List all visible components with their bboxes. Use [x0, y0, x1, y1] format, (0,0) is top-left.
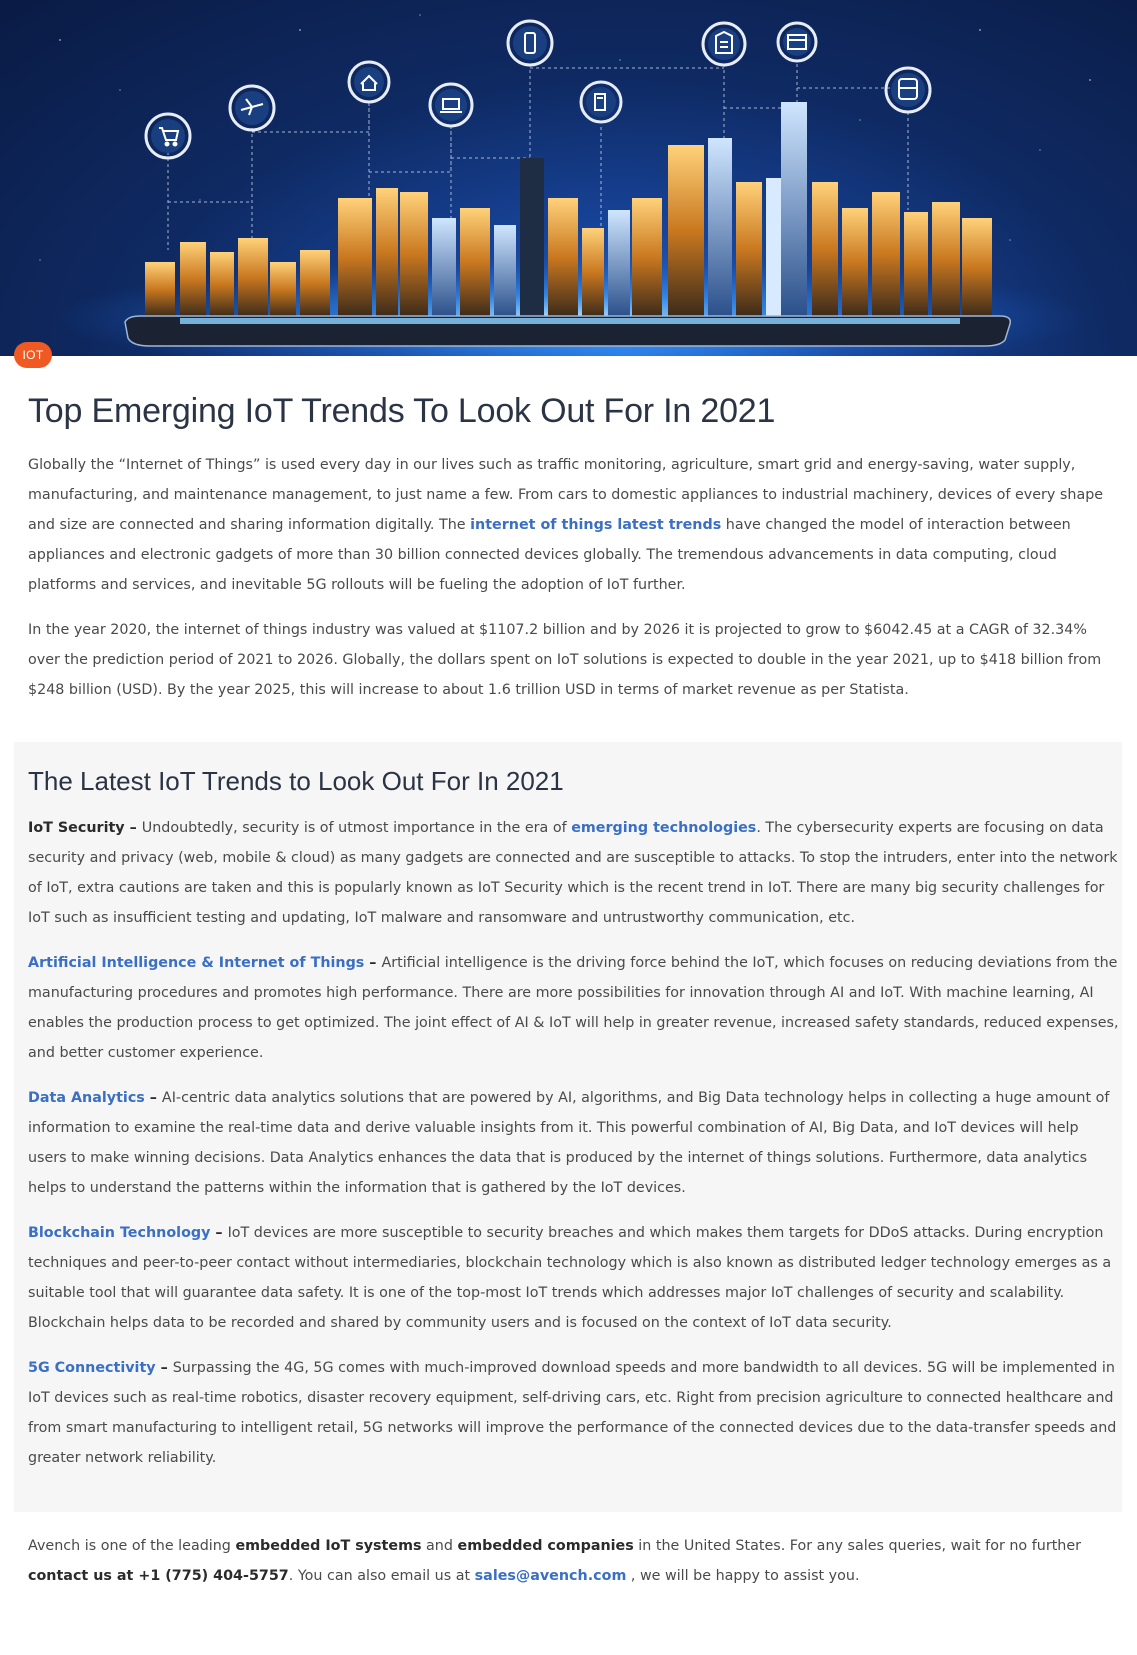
ai-iot-link[interactable]: Artificial Intelligence & Internet of Things [28, 955, 365, 971]
trend-ai-iot: Artificial Intelligence & Internet of Things – Artificial intelligence is the driving force behind the IoT, which focuses on reducing deviations from the manufacturing procedures and promotes high performance. There are more possibilities for innovation through AI and IoT. With machine learning, AI enables the production process to get optimized. The joint effect of AI & IoT will help in greater revenue, increased safety standards, reduced expenses, and better customer experience. [28, 955, 1119, 1061]
intro-paragraph-2: In the year 2020, the internet of things industry was valued at $1107.2 billion and by 2026 it is projected to grow to $6042.45 at a CAGR of 32.34% over the prediction period of 2021 to 2026. Globally, the dollars spent on IoT solutions is expected to double in the year 2021, up to $418 billion from $248 billion (USD). By the year 2025, this will increase to about 1.6 trillion USD in terms of market revenue as per Statista. [28, 622, 1102, 698]
email-link[interactable]: sales@avench.com [474, 1568, 627, 1584]
trend-5g: 5G Connectivity – Surpassing the 4G, 5G comes with much-improved download speeds and more bandwidth to all devices. 5G will be implemented in IoT devices such as real-time robotics, disaster recovery equipment, self-driving cars, etc. Right from precision agriculture to connected healthcare and from smart manufacturing to intelligent retail, 5G networks will improve the performance of the connected devices due to the data-transfer speeds and greater network reliability. [28, 1360, 1117, 1466]
blockchain-link[interactable]: Blockchain Technology [28, 1225, 211, 1241]
data-analytics-link[interactable]: Data Analytics [28, 1090, 145, 1106]
iot-latest-trends-link[interactable]: internet of things latest trends [470, 517, 722, 533]
hero-image [0, 0, 1137, 356]
5g-connectivity-link[interactable]: 5G Connectivity [28, 1360, 156, 1376]
category-badge[interactable]: IOT [14, 342, 52, 368]
trend-blockchain: Blockchain Technology – IoT devices are more susceptible to security breaches and which makes them targets for DDoS attacks. During encryption techniques and peer-to-peer contact without intermediaries, blockchain technology which is also known as distributed ledger technology emerges as a suitable tool that will guarantee data safety. It is one of the top-most IoT trends which addresses major IoT challenges of security and scalability. Blockchain helps data to be recorded and shared by community users and is focused on the context of IoT data security. [28, 1225, 1112, 1331]
contact-paragraph: Avench is one of the leading embedded IoT systems and embedded companies in the United States. For any sales queries, wait for no further contact us at +1 (775) 404-5757. You can also email us at sales@avench.com , we will be happy to assist you. [28, 1538, 1082, 1584]
trend-data-analytics: Data Analytics – AI-centric data analytics solutions that are powered by AI, algorithms, and Big Data technology helps in collecting a huge amount of information to examine the real-time data and derive valuable insights from it. This powerful combination of AI, Big Data, and IoT devices will help users to make winning decisions. Data Analytics enhances the data that is produced by the internet of things solutions. Furthermore, data analytics helps to understand the patterns within the information that is gathered by the IoT devices. [28, 1090, 1110, 1196]
emerging-technologies-link[interactable]: emerging technologies [571, 820, 757, 836]
intro-paragraph-1: Globally the “Internet of Things” is used every day in our lives such as traffic monitoring, agriculture, smart grid and energy-saving, water supply, manufacturing, and maintenance management, to just name a few. From cars to domestic appliances to industrial machinery, devices of every shape and size are connected and sharing information digitally. The internet of things latest trends have changed the model of interaction between appliances and electronic gadgets of more than 30 billion connected devices globally. The tremendous advancements in data computing, cloud platforms and services, and inevitable 5G rollouts will be fueling the adoption of IoT further. [28, 457, 1104, 593]
smart-city-illustration [0, 0, 1137, 356]
trends-heading: The Latest IoT Trends to Look Out For In 2021 [28, 766, 564, 796]
phone-contact[interactable]: contact us at +1 (775) 404-5757 [28, 1568, 289, 1584]
page-title: Top Emerging IoT Trends To Look Out For In 2021 [28, 392, 776, 430]
trend-iot-security: IoT Security – Undoubtedly, security is of utmost importance in the era of emerging technologies. The cybersecurity experts are focusing on data security and privacy (web, mobile & cloud) as many gadgets are connected and are susceptible to attacks. To stop the intruders, enter into the network of IoT, extra cautions are taken and this is popularly known as IoT Security which is the recent trend in IoT. There are many big security challenges for IoT such as insufficient testing and updating, IoT malware and ransomware and untrustworthy communication, etc. [28, 820, 1118, 926]
trend-label: IoT Security [28, 820, 125, 836]
